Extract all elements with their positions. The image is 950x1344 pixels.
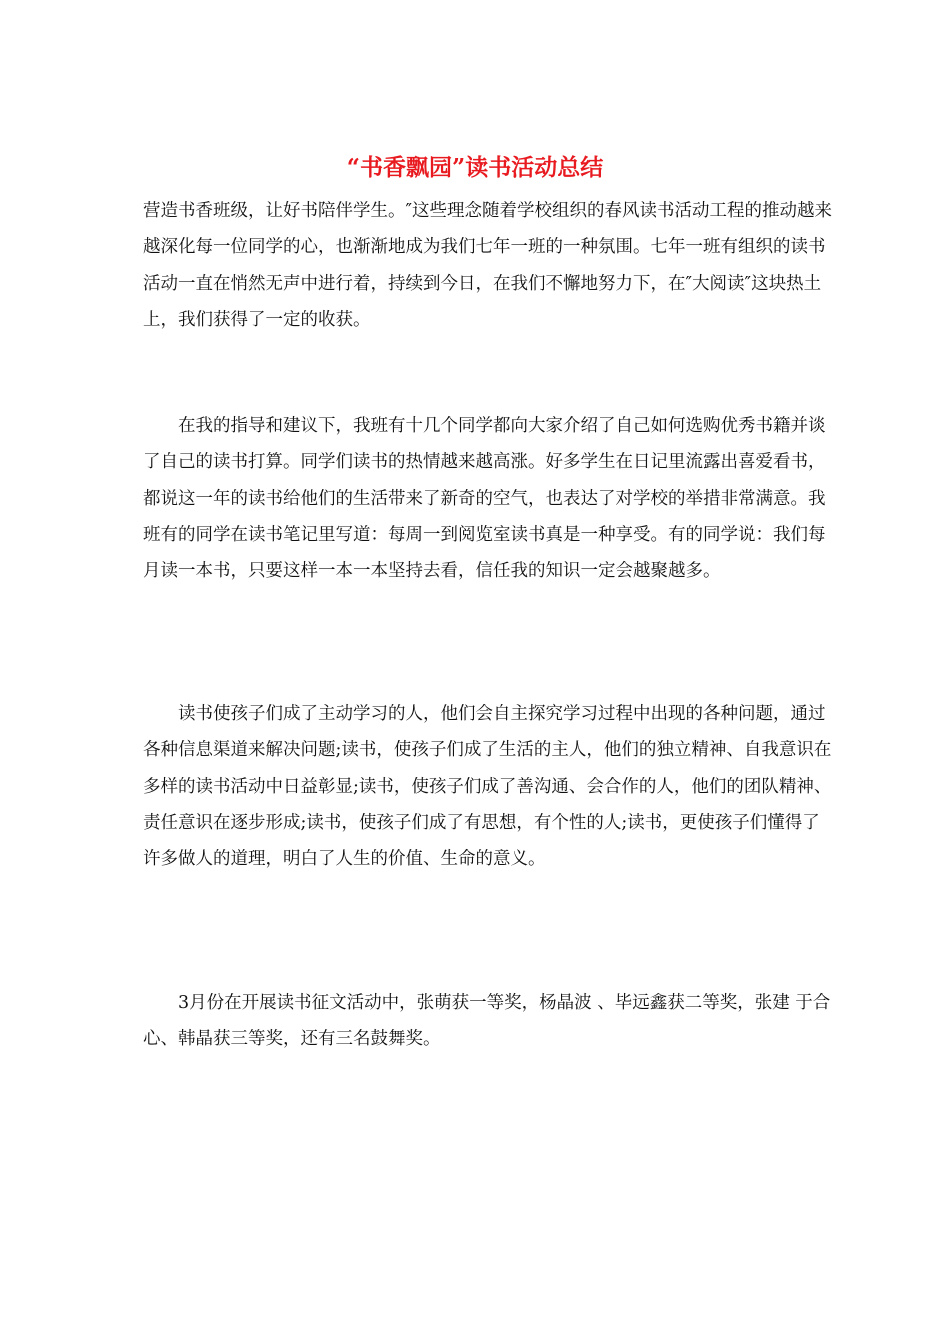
paragraph-guidance: 在我的指导和建议下，我班有十几个同学都向大家介绍了自己如何选购优秀书籍并谈了自己的读书打算。同学们读书的热情越来越高涨。好多学生在日记里流露出喜爱看书，都说这一年的读书给他们的生活带来了新奇的空气，也表达了对学校的举措非常满意。我班有的同学在读书笔记里写道：每周一到阅览室读书真是一种享受。有的同学说：我们每月读一本书，只要这样一本一本坚持去看，信任我的知识一定会越聚越多。 xyxy=(143,416,826,582)
paragraph-intro: 营造书香班级，让好书陪伴学生。″这些理念随着学校组织的春风读书活动工程的推动越来越深化每一位同学的心，也渐渐地成为我们七年一班的一种氛围。七年一班有组织的读书活动一直在悄然无声中进行着，持续到今日，在我们不懈地努力下，在″大阅读″这块热土上，我们获得了一定的收获。 xyxy=(143,201,833,330)
paragraph-awards: 3月份在开展读书征文活动中，张萌获一等奖，杨晶波 、毕远鑫获二等奖，张建 于合心、韩晶获三等奖，还有三名鼓舞奖。 xyxy=(143,993,831,1050)
document-title: “书香飘园”读书活动总结 xyxy=(346,154,604,181)
paragraph-benefits: 读书使孩子们成了主动学习的人，他们会自主探究学习过程中出现的各种问题，通过各种信息渠道来解决问题;读书，使孩子们成了生活的主人，他们的独立精神、自我意识在多样的读书活动中日益彰显;读书，使孩子们成了善沟通、会合作的人，他们的团队精神、责任意识在逐步形成;读书，使孩子们成了有思想，有个性的人;读书，更使孩子们懂得了许多做人的道理，明白了人生的价值、生命的意义。 xyxy=(143,704,832,870)
